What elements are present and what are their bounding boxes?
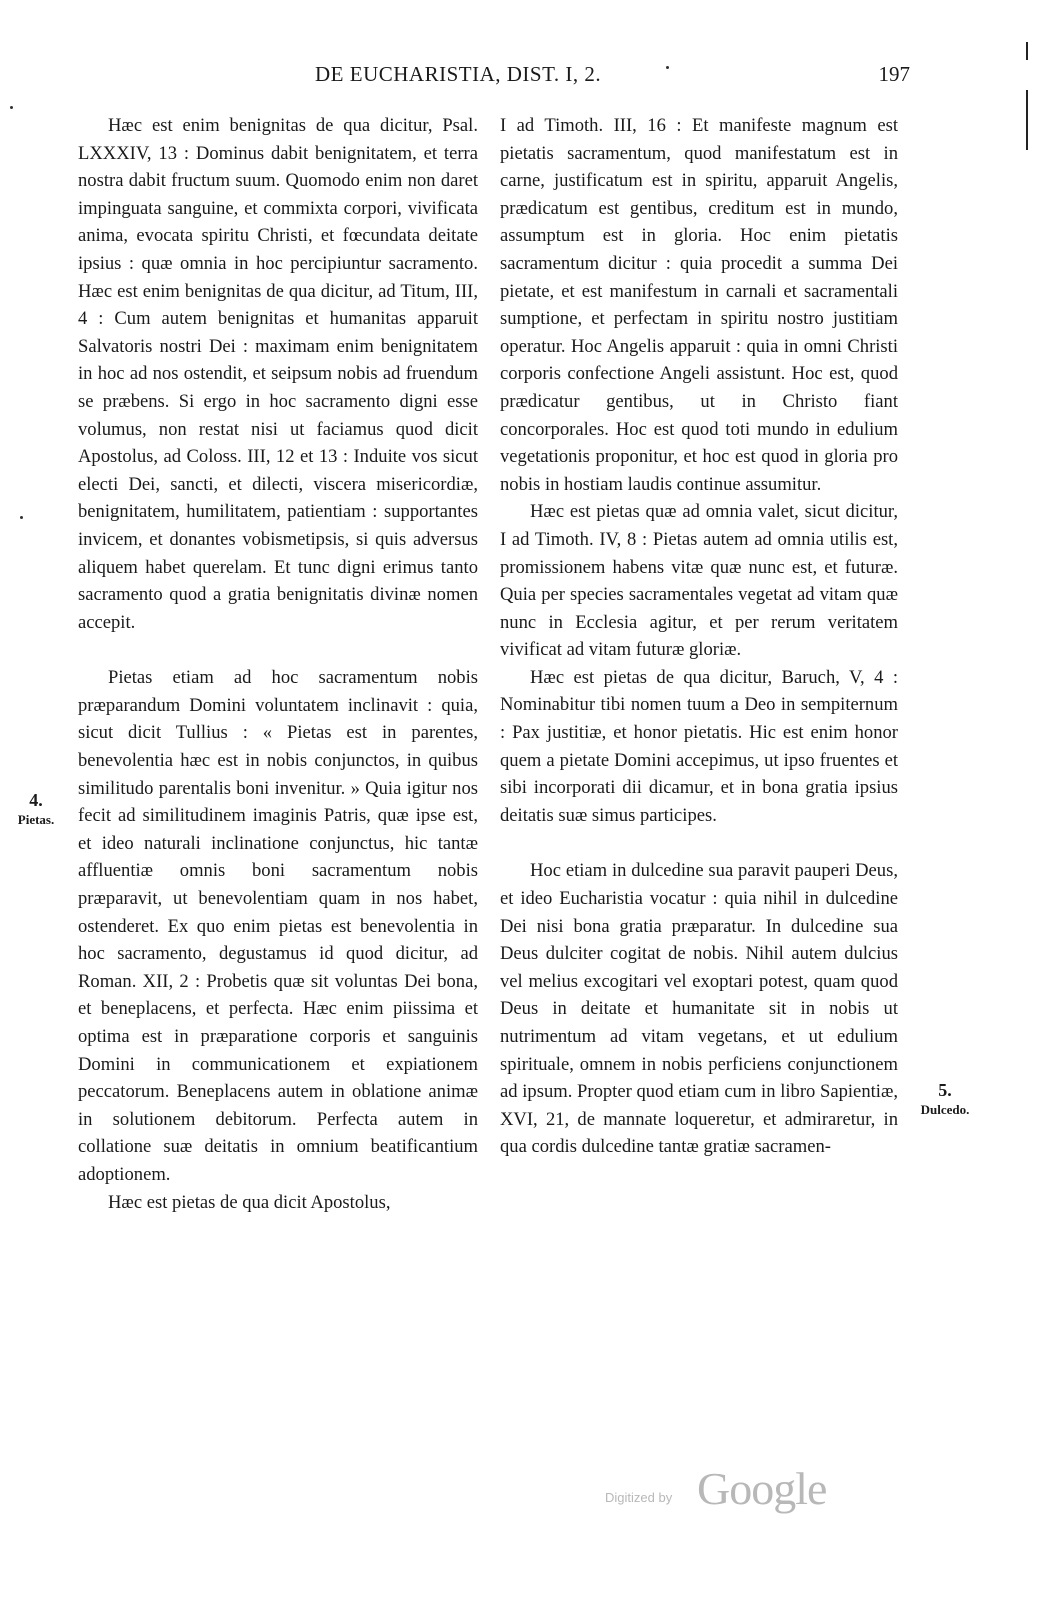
edge-mark [1026, 90, 1028, 150]
margin-number: 4. [29, 790, 43, 810]
margin-word: Dulcedo. [920, 1102, 970, 1117]
digitized-watermark [605, 1462, 845, 1512]
edge-mark [1026, 42, 1028, 60]
margin-word: Pietas. [17, 812, 55, 827]
paragraph-dulcedo: Hoc etiam in dulcedine sua paravit pauperi Deus, et ideo Eucharistia vocatur : quia nihil in dulcedine Dei nisi bona gratia præparatur. In dulcedine sua Deus dulciter cogitat de nobis. Nihil autem dulcius vel melius excogitari vel exoptari potest, quam quod Deus in deitate et humanitate sit in nobis ut nutrimentum ad vitam vegetans, et ut edulium spirituale, omnem in nobis perficiens conjunctionem ad ipsum. Propter quod etiam cum in libro Sapientiæ, XVI, 21, de mannate loqueretur, et admiraretur, in qua cordis dulcedine tantæ gratiæ sacramen- [500, 860, 898, 1158]
watermark-prefix: Digitized by [605, 1490, 673, 1505]
margin-number: 5. [938, 1080, 952, 1100]
paragraph-baruch: Hæc est pietas de qua dicitur, Baruch, V, 4 : Nominabitur tibi nomen tuum a Deo in sempiternum : Pax justitiæ, et honor pietatis. Hic est enim honor quem a pietate Domini accepimus, ut ipso fruentes et sibi incorporati dii dicamur, et in bona gratia ipsius deitatis suæ simus participes. [500, 666, 898, 826]
running-header [80, 62, 910, 92]
page-number: 197 [878, 62, 910, 86]
margin-note-dulcedo [905, 1080, 985, 1120]
paragraph-timoth: I ad Timoth. III, 16 : Et manifeste magnum est pietatis sacramentum, quod manifestatum est in carne, justificatum est in spiritu, apparuit Angelis, prædicatum est gentibus, creditum est in mundo, assumptum est in gloria. Hoc enim pietatis sacramentum dicitur : quia procedit a summa Dei pietate, et est manifestum in carnali et sacramentali sumptione, et perfectam in spiritu nostro justitiam operatur. Hoc Angelis apparuit : quia in omni Christi corporis confectione Angeli assistunt. Hoc est, quod prædicatur gentibus, ut in Christo fiant concorporales. Hoc est quod toti mundo in edulium vegetationis proponitur, et hoc est quod in gloria pro nobis in hostiam laudis continue assumitur. [500, 115, 898, 495]
running-title: DE EUCHARISTIA, DIST. I, 2. [315, 62, 602, 86]
paragraph-benignitas: Hæc est enim benignitas de qua dicitur, Psal. LXXXIV, 13 : Dominus dabit benignitatem, et terra nostra dabit fructum suum. Quomodo enim non daret impinguata sanguine, et commixta corpori, vivificata anima, evocata spiritu Christi, et fœcundata deitate ipsius : quæ omnia in hoc percipiuntur sacramento. Hæc est enim benignitas de qua dicitur, ad Titum, III, 4 : Cum autem benignitas et humanitas apparuit Salvatoris nostri Dei : maximam enim benignitatem in hoc ad nos ostendit, et seipsum nobis ad fruendum se præbens. Si ergo in hoc sacramento digni esse volumus, non restat nisi ut faciamus quod dicit Apostolus, ad Coloss. III, 12 et 13 : Induite vos sicut electi Dei, sancti, et dilecti, viscera misericordiæ, benignitatem, humilitatem, patientiam : supportantes invicem, et donantes vobismetipsis, si quis adversus aliquem habet querelam. Et tunc digni erimus tanto sacramento quod a gratia benignitatis divinæ nomen accepit. [78, 115, 478, 633]
speck [666, 66, 669, 69]
left-column [78, 112, 478, 1216]
margin-note-pietas [14, 790, 58, 830]
right-column [500, 112, 898, 1161]
paragraph-pietas-omnia: Hæc est pietas quæ ad omnia valet, sicut dicitur, I ad Timoth. IV, 8 : Pietas autem ad omnia utilis est, promissionem habens vitæ quæ nunc est, et futuræ. Quia per species sacramentales vegetat ad vitam quæ nunc in Ecclesia agitur, et per rerum veritatem vivificat ad vitam futuræ gloriæ. [500, 501, 898, 661]
paragraph-pietas-apostolus: Hæc est pietas de qua dicit Apostolus, [108, 1191, 391, 1213]
paragraph-pietas: Pietas etiam ad hoc sacramentum nobis præparandum Domini voluntatem inclinavit : quia, sicut dicit Tullius : « Pietas est in parentes, benevolentia hæc est in nobis conjunctos, in quibus similitudo parentalis boni invenitur. » Quia igitur nos fecit ad similitudinem imaginis Patris, quæ ipse est, et ideo naturali inclinatione conjunctus, hic tantæ affluentiæ omnis boni sacramentum nobis præparavit, ut benevolentiam quam in nos habet, ostenderet. Ex quo enim pietas est benevolentia in hoc sacramento, degustamus id quod dicitur, ad Roman. XII, 2 : Probetis quæ sit voluntas Dei bona, et beneplacens, et perfecta. Hæc enim piissima et optima est in præparatione corporis et sanguinis Domini in communicationem et expiationem peccatorum. Beneplacens autem in oblatione animæ in solutionem debitorum. Perfecta autem in collatione suæ deitatis in omnium beatificantium adoptionem. [78, 667, 478, 1185]
google-logo: Google [697, 1463, 827, 1514]
speck [10, 106, 13, 109]
speck [20, 516, 23, 519]
